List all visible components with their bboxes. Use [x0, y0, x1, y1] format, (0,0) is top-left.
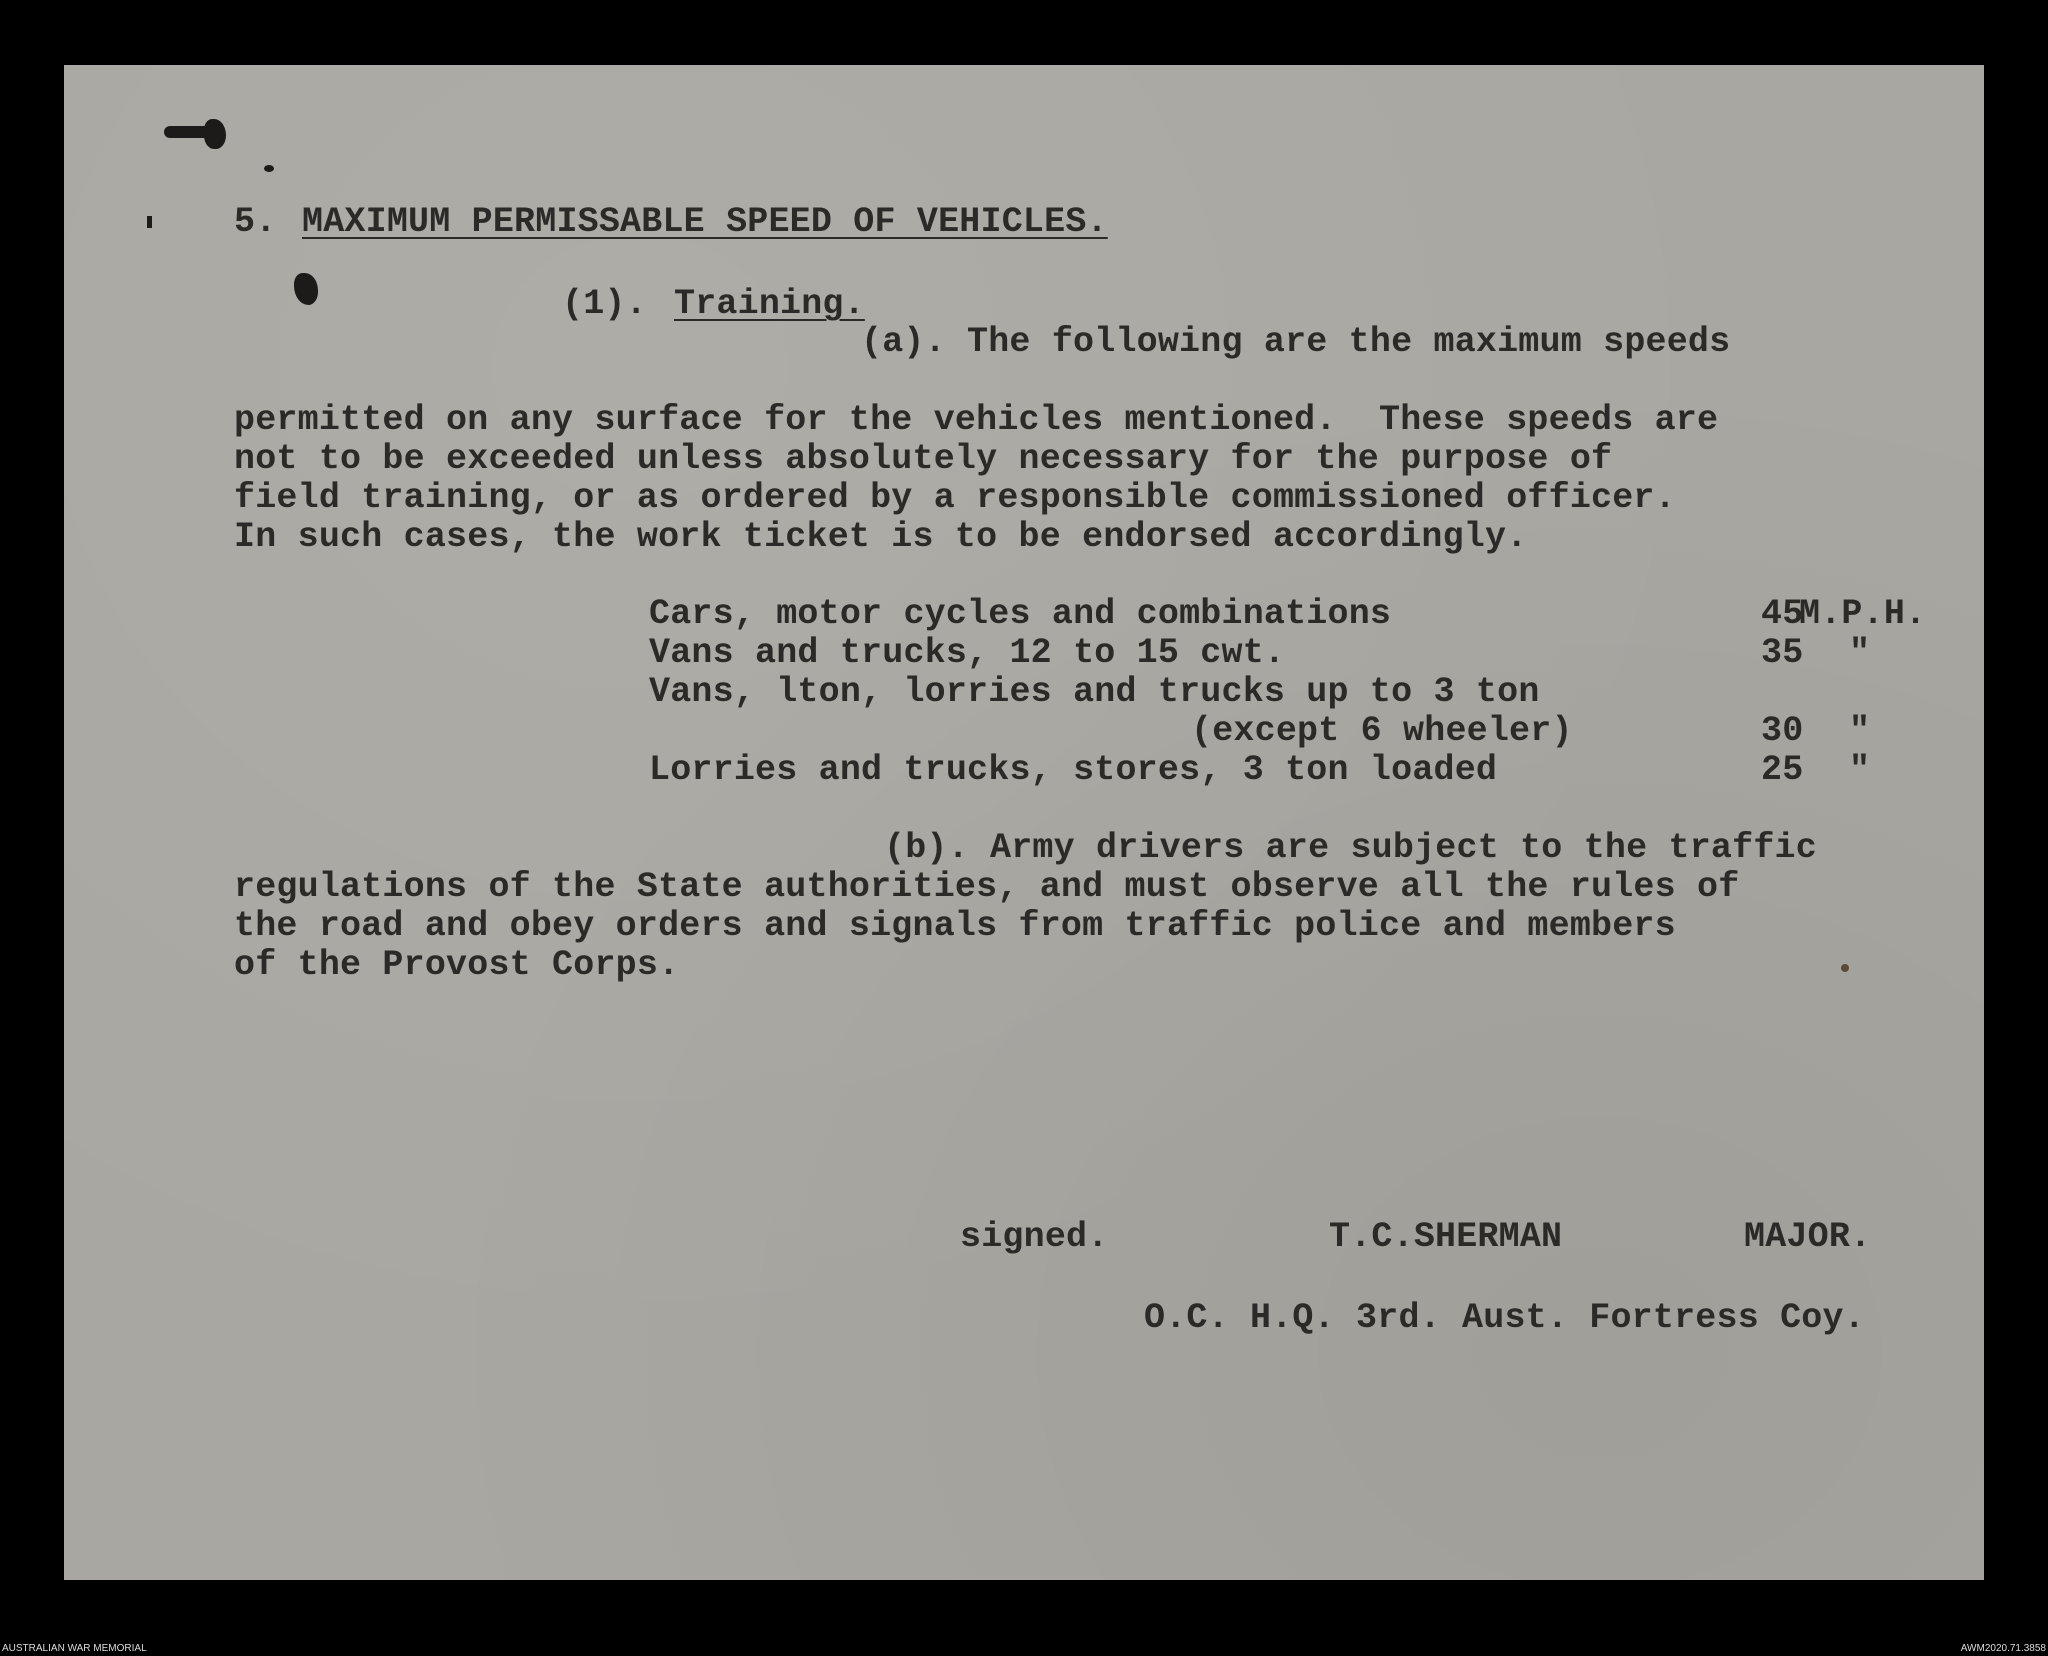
paragraph-b-first-line: (b). Army drivers are subject to the traffic [884, 828, 1817, 868]
speed-table-row [649, 751, 1969, 790]
ink-blot [204, 119, 226, 149]
paragraph-a-line: permitted on any surface for the vehicles mentioned. These speeds are [234, 400, 1719, 440]
speed-unit: " [1849, 750, 1871, 790]
paragraph-a-line: field training, or as ordered by a responsible commissioned officer. [234, 478, 1676, 518]
subsection-number: (1). [562, 284, 647, 324]
subsection-heading: Training. [674, 284, 865, 324]
vehicle-type: Vans, lton, lorries and trucks up to 3 ton [649, 672, 1540, 712]
speed-unit: M.P.H. [1799, 594, 1927, 634]
ink-blot [294, 273, 318, 305]
speed-value: 35 [1761, 633, 1804, 673]
footer-accession-number: AWM2020.71.3858 [1960, 1643, 2046, 1654]
speed-value: 45 [1761, 594, 1804, 634]
speed-table-row [649, 634, 1969, 673]
signatory-unit: O.C. H.Q. 3rd. Aust. Fortress Coy. [1144, 1298, 1865, 1338]
section-heading: MAXIMUM PERMISSABLE SPEED OF VEHICLES. [302, 202, 1108, 242]
paragraph-b-line: of the Provost Corps. [234, 945, 680, 985]
speed-unit: " [1849, 711, 1871, 751]
ink-blot [264, 165, 274, 172]
signatory-name: T.C.SHERMAN [1329, 1217, 1563, 1257]
vehicle-type: Vans and trucks, 12 to 15 cwt. [649, 633, 1286, 673]
vehicle-type: Cars, motor cycles and combinations [649, 594, 1392, 634]
paragraph-a-first-line: (a). The following are the maximum speeds [861, 322, 1731, 362]
speed-value: 30 [1761, 711, 1804, 751]
speed-value: 25 [1761, 750, 1804, 790]
signatory-rank: MAJOR. [1744, 1217, 1872, 1257]
vehicle-type: (except 6 wheeler) [1191, 711, 1573, 751]
paragraph-b-line: the road and obey orders and signals from traffic police and members [234, 906, 1676, 946]
paragraph-a-line: In such cases, the work ticket is to be endorsed accordingly. [234, 517, 1528, 557]
document-sheet [64, 65, 1984, 1580]
ink-spot [1841, 964, 1849, 972]
paragraph-a-line: not to be exceeded unless absolutely necessary for the purpose of [234, 439, 1613, 479]
section-number: 5. [234, 202, 277, 242]
speed-unit: " [1849, 633, 1871, 673]
speed-table-row [649, 595, 1969, 634]
ink-blot [147, 216, 152, 228]
vehicle-type: Lorries and trucks, stores, 3 ton loaded [649, 750, 1498, 790]
speed-table-row [649, 712, 1969, 751]
paragraph-b-line: regulations of the State authorities, and must observe all the rules of [234, 867, 1740, 907]
signed-label: signed. [960, 1217, 1109, 1257]
footer-institution: AUSTRALIAN WAR MEMORIAL [2, 1643, 147, 1654]
speed-table-row [649, 673, 1969, 712]
